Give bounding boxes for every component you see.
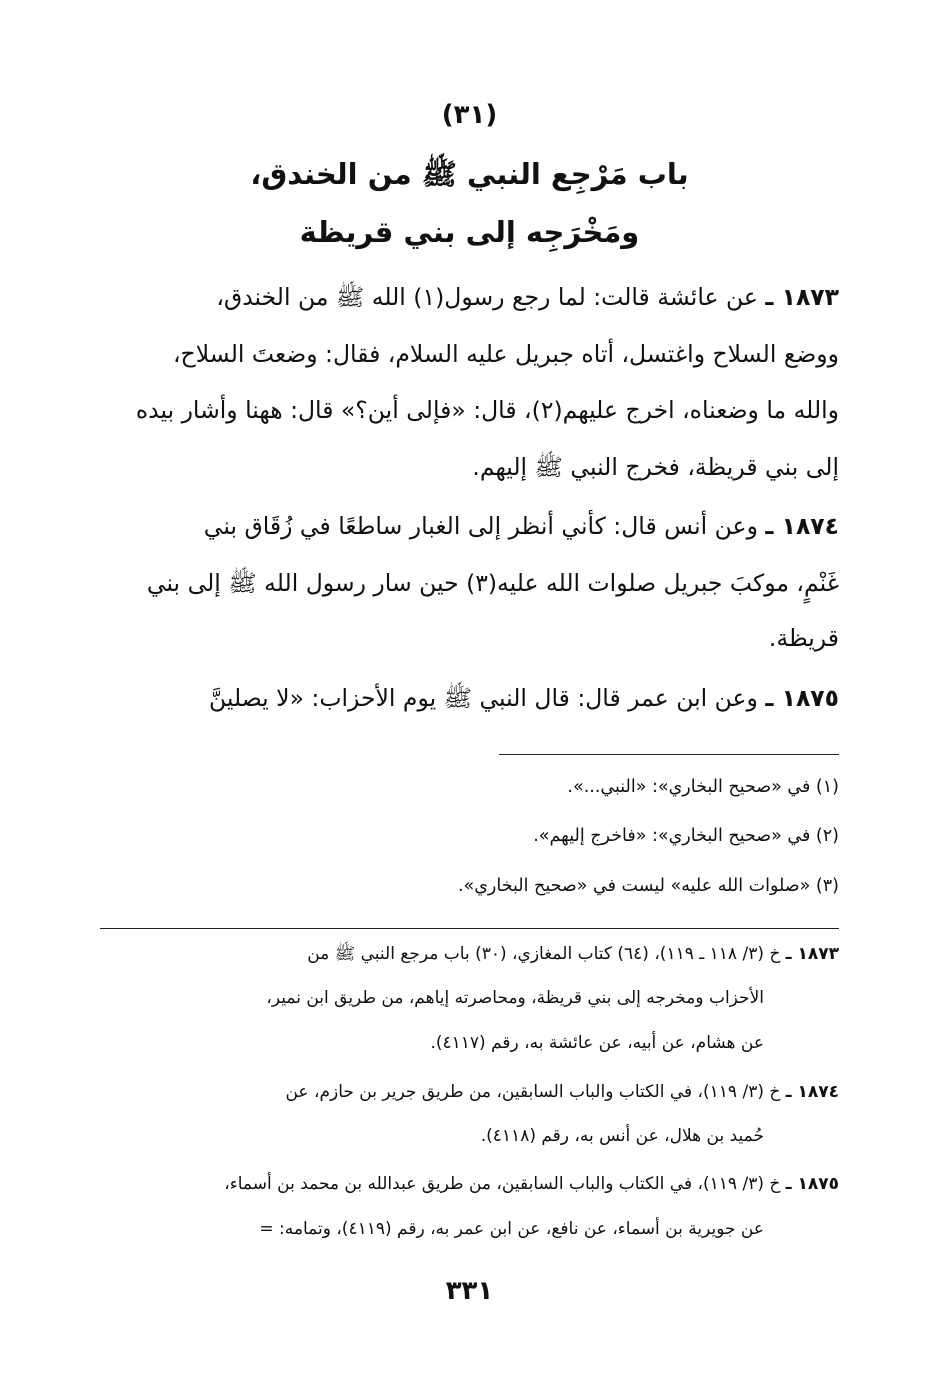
hadith-1873-line-1	[100, 283, 839, 317]
chapter-number: (٣١)	[441, 100, 498, 130]
sources-separator	[100, 928, 839, 929]
hadith-number: ١٨٧٥ ـ	[765, 684, 839, 712]
hadith-1874-line-3: قريظة.	[768, 624, 839, 652]
hadith-1875-line-1	[100, 684, 839, 718]
chapter-title-line-2: ومَخْرَجِه إلى بني قريظة	[299, 215, 640, 249]
footnote-2: (٢) في «صحيح البخاري»: «فاخرج إليهم».	[533, 826, 839, 846]
hadith-1874-line-1	[100, 512, 839, 540]
chapter-title-line-1: باب مَرْجِع النبي ﷺ من الخندق،	[250, 157, 689, 191]
hadith-1873-line-3: والله ما وضعناه، اخرج عليهم(٢)، قال: «فإلى أين؟» قال: ههنا وأشار بيده	[135, 396, 839, 424]
hadith-text: وعن أنس قال: كأني أنظر إلى الغبار ساطعًا في زُقَاق بني	[203, 512, 758, 540]
hadith-text: وعن ابن عمر قال: قال النبي ﷺ يوم الأحزاب: «لا يصلينَّ	[209, 684, 758, 712]
source-number: ١٨٧٣ ـ	[785, 944, 839, 964]
footnote-1: (١) في «صحيح البخاري»: «النبي...».	[567, 777, 839, 797]
source-1873-line-3: عن هشام، عن أبيه، عن عائشة به، رقم (٤١١٧).	[430, 1033, 764, 1053]
source-1873-line-1	[100, 943, 839, 968]
source-1875-line-2: عن جويرية بن أسماء، عن نافع، عن ابن عمر به، رقم (٤١١٩)، وتمامه: =	[259, 1219, 764, 1239]
source-1873-line-2: الأحزاب ومخرجه إلى بني قريظة، ومحاصرته إياهم، من طريق ابن نمير،	[266, 988, 764, 1008]
hadith-text: عن عائشة قالت: لما رجع رسول(١) الله ﷺ من الخندق،	[216, 283, 758, 311]
hadith-1873-line-2: ووضع السلاح واغتسل، أتاه جبريل عليه السلام، فقال: وضعتَ السلاح،	[172, 340, 839, 368]
source-number: ١٨٧٤ ـ	[785, 1082, 839, 1102]
footnote-separator	[499, 754, 839, 755]
hadith-number: ١٨٧٤ ـ	[765, 512, 839, 540]
hadith-1874-line-2: غَنْمٍ، موكبَ جبريل صلوات الله عليه(٣) حين سار رسول الله ﷺ إلى بني	[146, 569, 839, 597]
hadith-number: ١٨٧٣ ـ	[765, 283, 839, 311]
page-number: ٣٣١	[445, 1276, 494, 1306]
hadith-1873-line-4: إلى بني قريظة، فخرج النبي ﷺ إليهم.	[472, 453, 839, 481]
source-number: ١٨٧٥ ـ	[785, 1174, 839, 1194]
footnote-3: (٣) «صلوات الله عليه» ليست في «صحيح البخاري».	[457, 876, 839, 896]
source-text: خ (٣/ ١١٨ ـ ١١٩)، (٦٤) كتاب المغازي، (٣٠) باب مرجع النبي ﷺ من	[307, 944, 781, 964]
source-1875-line-1	[100, 1174, 839, 1194]
source-text: خ (٣/ ١١٩)، في الكتاب والباب السابقين، من طريق عبدالله بن محمد بن أسماء،	[224, 1174, 781, 1194]
source-1874-line-1	[100, 1082, 839, 1102]
source-text: خ (٣/ ١١٩)، في الكتاب والباب السابقين، من طريق جرير بن حازم، عن	[285, 1082, 781, 1102]
source-1874-line-2: حُميد بن هلال، عن أنس به، رقم (٤١١٨).	[480, 1126, 764, 1146]
